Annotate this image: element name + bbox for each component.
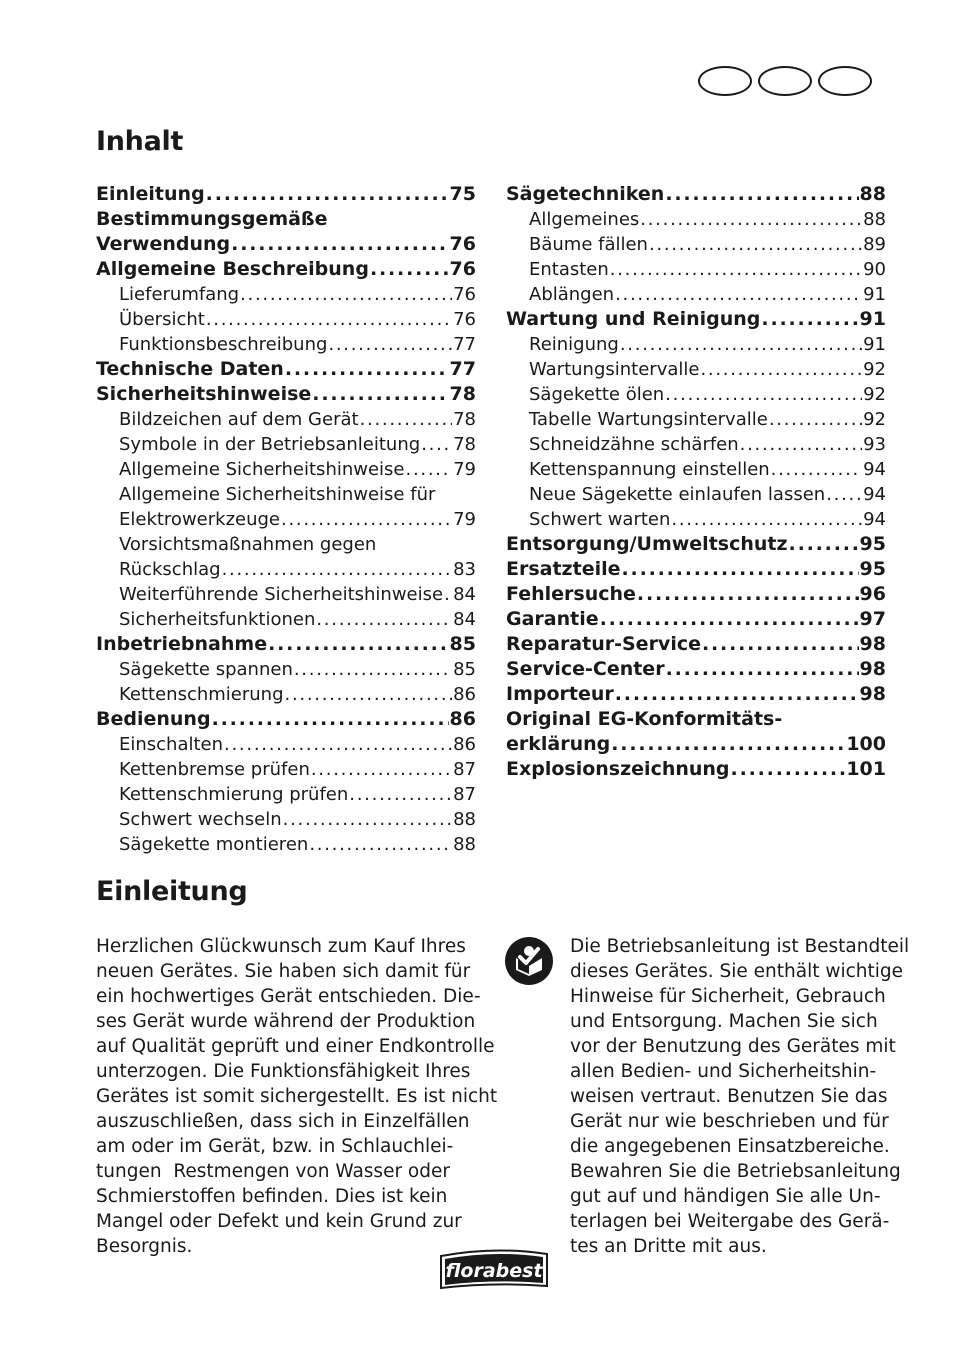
toc-page-number: 98: [859, 683, 886, 705]
toc-subsection-entry: [96, 482, 476, 507]
intro-heading: Einleitung: [96, 876, 248, 907]
toc-page-number: 94: [863, 484, 886, 505]
text-line: vor der Benutzung des Gerätes mit: [570, 1036, 896, 1057]
toc-entry-label: Schneidzähne schärfen: [529, 434, 739, 455]
text-line: Bewahren Sie die Betriebsanleitung: [570, 1161, 901, 1182]
toc-entry-label: Sägekette spannen: [119, 659, 293, 680]
toc-entry-label: Allgemeine Sicherheitshinweise für: [119, 484, 436, 505]
toc-page-number: 84: [453, 609, 476, 630]
toc-entry-label: Sägekette ölen: [529, 384, 665, 405]
toc-page-number: 89: [863, 234, 886, 255]
toc-page-number: 76: [453, 309, 476, 330]
toc-section-entry: [96, 382, 476, 407]
toc-dot-leader: [285, 357, 449, 382]
toc-entry-label: Neue Sägekette einlaufen lassen: [529, 484, 826, 505]
toc-page-number: 83: [453, 559, 476, 580]
toc-entry-label: Reinigung: [529, 334, 619, 355]
toc-dot-leader: [649, 232, 862, 257]
toc-entry-label: Entsorgung/Umweltschutz: [506, 533, 788, 555]
toc-page-number: 95: [859, 558, 886, 580]
toc-entry-label: Garantie: [506, 608, 599, 630]
toc-dot-leader: [312, 382, 448, 407]
toc-dot-leader: [731, 757, 846, 782]
toc-dot-leader: [637, 582, 859, 607]
toc-subsection-entry: [506, 507, 886, 532]
toc-entry-label: Allgemeine Beschreibung: [96, 258, 369, 280]
toc-entry-label: Allgemeine Sicherheitshinweise: [119, 459, 405, 480]
toc-entry-label: Vorsichtsmaßnahmen gegen: [119, 534, 377, 555]
florabest-logo: [437, 1244, 551, 1290]
toc-entry-label: Service-Center: [506, 658, 665, 680]
toc-subsection-entry: [96, 507, 476, 532]
toc-entry-label: Wartungsintervalle: [529, 359, 700, 380]
toc-page-number: 78: [453, 434, 476, 455]
toc-page-number: 94: [863, 459, 886, 480]
toc-dot-leader: [700, 357, 862, 382]
text-line: dieses Gerätes. Sie enthält wichtige: [570, 961, 904, 982]
toc-subsection-entry: [506, 257, 886, 282]
toc-dot-leader: [665, 182, 858, 207]
toc-section-entry: [506, 582, 886, 607]
toc-dot-leader: [360, 407, 453, 432]
toc-page-number: 98: [859, 658, 886, 680]
toc-entry-label: Inbetriebnahme: [96, 633, 268, 655]
text-line: Die Betriebsanleitung ist Bestandteil: [570, 936, 910, 957]
toc-subsection-entry: [96, 657, 476, 682]
toc-page-number: 87: [453, 759, 476, 780]
toc-entry-label: Sicherheitsfunktionen: [119, 609, 316, 630]
toc-section-entry: [96, 232, 476, 257]
toc-page-number: 77: [453, 334, 476, 355]
toc-dot-leader: [421, 432, 452, 457]
toc-dot-leader: [212, 707, 449, 732]
toc-section-entry: [96, 207, 476, 232]
toc-dot-leader: [769, 407, 862, 432]
manual-paragraph: [570, 934, 910, 1259]
language-oval: [758, 66, 812, 96]
text-line: weisen vertraut. Benutzen Sie das: [570, 1086, 888, 1107]
toc-subsection-entry: [506, 407, 886, 432]
toc-dot-leader: [671, 507, 862, 532]
contents-heading: Inhalt: [96, 126, 184, 157]
toc-entry-label: Bildzeichen auf dem Gerät: [119, 409, 359, 430]
toc-page-number: 88: [863, 209, 886, 230]
toc-entry-label: Bäume fällen: [529, 234, 648, 255]
toc-subsection-entry: [96, 407, 476, 432]
toc-page-number: 88: [453, 834, 476, 855]
toc-page-number: 78: [449, 383, 476, 405]
toc-dot-leader: [771, 457, 862, 482]
toc-dot-leader: [222, 557, 453, 582]
toc-entry-label: Reparatur-Service: [506, 633, 701, 655]
toc-page-number: 98: [859, 633, 886, 655]
toc-entry-label: Funktionsbeschreibung: [119, 334, 328, 355]
toc-subsection-entry: [96, 457, 476, 482]
svg-text:florabest: florabest: [445, 1260, 543, 1282]
toc-page-number: 88: [859, 183, 886, 205]
toc-dot-leader: [826, 482, 862, 507]
toc-dot-leader: [224, 732, 452, 757]
toc-dot-leader: [328, 332, 452, 357]
toc-entry-label: Sicherheitshinweise: [96, 383, 312, 405]
toc-dot-leader: [370, 257, 449, 282]
toc-dot-leader: [611, 732, 845, 757]
toc-entry-label: Entasten: [529, 259, 609, 280]
toc-entry-label: Elektrowerkzeuge: [119, 509, 280, 530]
text-line: und Entsorgung. Machen Sie sich: [570, 1011, 878, 1032]
text-line: Mangel oder Defekt und kein Grund zur: [96, 1211, 462, 1232]
toc-page-number: 92: [863, 409, 886, 430]
toc-subsection-entry: [96, 732, 476, 757]
toc-entry-label: Rückschlag: [119, 559, 221, 580]
toc-section-entry: [96, 182, 476, 207]
toc-page-number: 77: [449, 358, 476, 380]
toc-entry-label: Kettenschmierung: [119, 684, 284, 705]
toc-entry-label: Allgemeines: [529, 209, 640, 230]
toc-section-entry: [506, 182, 886, 207]
toc-subsection-entry: [506, 457, 886, 482]
toc-entry-label: Tabelle Wartungsintervalle: [529, 409, 768, 430]
toc-entry-label: Kettenbremse prüfen: [119, 759, 310, 780]
toc-dot-leader: [285, 682, 453, 707]
text-line: ses Gerät wurde während der Produktion: [96, 1011, 476, 1032]
toc-dot-leader: [294, 657, 452, 682]
toc-subsection-entry: [96, 432, 476, 457]
language-oval: [818, 66, 872, 96]
toc-page-number: 76: [449, 258, 476, 280]
text-line: Herzlichen Glückwunsch zum Kauf Ihres: [96, 936, 466, 957]
toc-section-entry: [506, 732, 886, 757]
toc-page-number: 86: [453, 734, 476, 755]
toc-page-number: 76: [449, 233, 476, 255]
toc-section-entry: [506, 632, 886, 657]
toc-dot-leader: [740, 432, 862, 457]
toc-subsection-entry: [96, 832, 476, 857]
toc-dot-leader: [666, 657, 859, 682]
toc-page-number: 101: [846, 758, 886, 780]
toc-entry-label: Explosionszeichnung: [506, 758, 730, 780]
toc-entry-label: Kettenschmierung prüfen: [119, 784, 349, 805]
toc-page-number: 92: [863, 359, 886, 380]
toc-entry-label: Einschalten: [119, 734, 224, 755]
toc-dot-leader: [640, 207, 862, 232]
toc-subsection-entry: [506, 282, 886, 307]
toc-subsection-entry: [96, 757, 476, 782]
toc-section-entry: [96, 357, 476, 382]
toc-dot-leader: [620, 332, 862, 357]
text-line: allen Bedien- und Sicherheitshin-: [570, 1061, 877, 1082]
toc-entry-label: Wartung und Reinigung: [506, 308, 761, 330]
toc-column-left: [96, 182, 476, 857]
toc-subsection-entry: [506, 432, 886, 457]
text-line: Gerätes ist somit sichergestellt. Es ist nicht: [96, 1086, 498, 1107]
toc-section-entry: [506, 657, 886, 682]
text-line: Besorgnis.: [96, 1236, 193, 1257]
language-markers: [698, 66, 872, 96]
toc-entry-label: Bestimmungsgemäße: [96, 208, 328, 230]
toc-dot-leader: [311, 757, 452, 782]
toc-entry-label: Technische Daten: [96, 358, 284, 380]
toc-page-number: 90: [863, 259, 886, 280]
toc-subsection-entry: [506, 207, 886, 232]
toc-dot-leader: [702, 632, 859, 657]
toc-section-entry: [96, 707, 476, 732]
toc-subsection-entry: [96, 682, 476, 707]
toc-dot-leader: [615, 682, 859, 707]
toc-page-number: 92: [863, 384, 886, 405]
toc-dot-leader: [268, 632, 448, 657]
toc-page-number: 75: [449, 183, 476, 205]
toc-entry-label: Lieferumfang: [119, 284, 240, 305]
toc-section-entry: [96, 632, 476, 657]
toc-dot-leader: [406, 457, 453, 482]
toc-entry-label: Ersatzteile: [506, 558, 621, 580]
toc-dot-leader: [761, 307, 858, 332]
toc-subsection-entry: [96, 332, 476, 357]
toc-page-number: 97: [859, 608, 886, 630]
toc-dot-leader: [206, 307, 452, 332]
toc-dot-leader: [615, 282, 862, 307]
text-line: unterzogen. Die Funktionsfähigkeit Ihres: [96, 1061, 471, 1082]
toc-subsection-entry: [506, 382, 886, 407]
toc-page-number: 79: [453, 459, 476, 480]
toc-dot-leader: [206, 182, 449, 207]
text-line: auszuschließen, dass sich in Einzelfällen: [96, 1111, 470, 1132]
toc-subsection-entry: [96, 532, 476, 557]
toc-entry-label: Importeur: [506, 683, 614, 705]
toc-entry-label: Ablängen: [529, 284, 615, 305]
toc-entry-label: Original EG-Konformitäts-: [506, 708, 783, 730]
toc-section-entry: [506, 682, 886, 707]
toc-entry-label: Bedienung: [96, 708, 211, 730]
toc-dot-leader: [789, 532, 859, 557]
toc-dot-leader: [610, 257, 862, 282]
toc-subsection-entry: [96, 582, 476, 607]
toc-page-number: 85: [449, 633, 476, 655]
toc-page-number: 100: [846, 733, 886, 755]
language-oval: [698, 66, 752, 96]
toc-subsection-entry: [96, 282, 476, 307]
toc-dot-leader: [231, 232, 448, 257]
text-line: tes an Dritte mit aus.: [570, 1236, 767, 1257]
toc-page-number: 91: [863, 284, 886, 305]
toc-section-entry: [506, 307, 886, 332]
toc-section-entry: [506, 532, 886, 557]
toc-page-number: 79: [453, 509, 476, 530]
toc-subsection-entry: [96, 607, 476, 632]
toc-page-number: 95: [859, 533, 886, 555]
text-line: gut auf und händigen Sie alle Un-: [570, 1186, 881, 1207]
toc-page-number: 86: [453, 684, 476, 705]
toc-page-number: 88: [453, 809, 476, 830]
toc-page-number: 86: [449, 708, 476, 730]
toc-dot-leader: [240, 282, 452, 307]
toc-subsection-entry: [96, 807, 476, 832]
intro-paragraph: [96, 934, 498, 1259]
toc-page-number: 94: [863, 509, 886, 530]
toc-section-entry: [506, 607, 886, 632]
toc-subsection-entry: [506, 357, 886, 382]
toc-column-right: [506, 182, 886, 782]
toc-subsection-entry: [506, 332, 886, 357]
toc-page-number: 91: [863, 334, 886, 355]
read-manual-icon: [504, 936, 554, 986]
toc-subsection-entry: [96, 557, 476, 582]
toc-entry-label: Kettenspannung einstellen: [529, 459, 770, 480]
toc-dot-leader: [349, 782, 452, 807]
toc-dot-leader: [281, 507, 452, 532]
toc-page-number: 87: [453, 784, 476, 805]
text-line: Hinweise für Sicherheit, Gebrauch: [570, 986, 886, 1007]
toc-dot-leader: [665, 382, 862, 407]
toc-subsection-entry: [506, 482, 886, 507]
toc-page-number: 85: [453, 659, 476, 680]
text-line: tungen Restmengen von Wasser oder: [96, 1161, 450, 1182]
toc-page-number: 96: [859, 583, 886, 605]
toc-entry-label: Verwendung: [96, 233, 231, 255]
toc-entry-label: Übersicht: [119, 309, 205, 330]
text-line: am oder im Gerät, bzw. in Schlauchlei-: [96, 1136, 454, 1157]
toc-entry-label: Einleitung: [96, 183, 205, 205]
text-line: neuen Gerätes. Sie haben sich damit für: [96, 961, 471, 982]
toc-section-entry: [506, 557, 886, 582]
text-line: ein hochwertiges Gerät entschieden. Die-: [96, 986, 481, 1007]
toc-page-number: 84: [453, 584, 476, 605]
toc-dot-leader: [316, 607, 452, 632]
toc-page-number: 78: [453, 409, 476, 430]
toc-entry-label: Fehlersuche: [506, 583, 636, 605]
toc-dot-leader: [622, 557, 859, 582]
text-line: terlagen bei Weitergabe des Gerä-: [570, 1211, 890, 1232]
toc-entry-label: Schwert wechseln: [119, 809, 282, 830]
toc-section-entry: [506, 757, 886, 782]
toc-entry-label: Weiterführende Sicherheitshinweise: [119, 584, 444, 605]
toc-section-entry: [506, 707, 886, 732]
text-line: Schmierstoffen befinden. Dies ist kein: [96, 1186, 448, 1207]
toc-entry-label: Sägetechniken: [506, 183, 665, 205]
toc-dot-leader: [444, 582, 452, 607]
toc-page-number: 93: [863, 434, 886, 455]
text-line: die angegebenen Einsatzbereiche.: [570, 1136, 890, 1157]
toc-entry-label: erklärung: [506, 733, 611, 755]
text-line: auf Qualität geprüft und einer Endkontrolle: [96, 1036, 495, 1057]
toc-entry-label: Symbole in der Betriebsanleitung: [119, 434, 421, 455]
toc-entry-label: Schwert warten: [529, 509, 671, 530]
text-line: Gerät nur wie beschrieben und für: [570, 1111, 889, 1132]
toc-dot-leader: [309, 832, 452, 857]
toc-dot-leader: [283, 807, 452, 832]
toc-section-entry: [96, 257, 476, 282]
toc-page-number: 91: [859, 308, 886, 330]
toc-entry-label: Sägekette montieren: [119, 834, 309, 855]
toc-page-number: 76: [453, 284, 476, 305]
toc-dot-leader: [600, 607, 859, 632]
toc-subsection-entry: [96, 307, 476, 332]
toc-subsection-entry: [506, 232, 886, 257]
toc-subsection-entry: [96, 782, 476, 807]
